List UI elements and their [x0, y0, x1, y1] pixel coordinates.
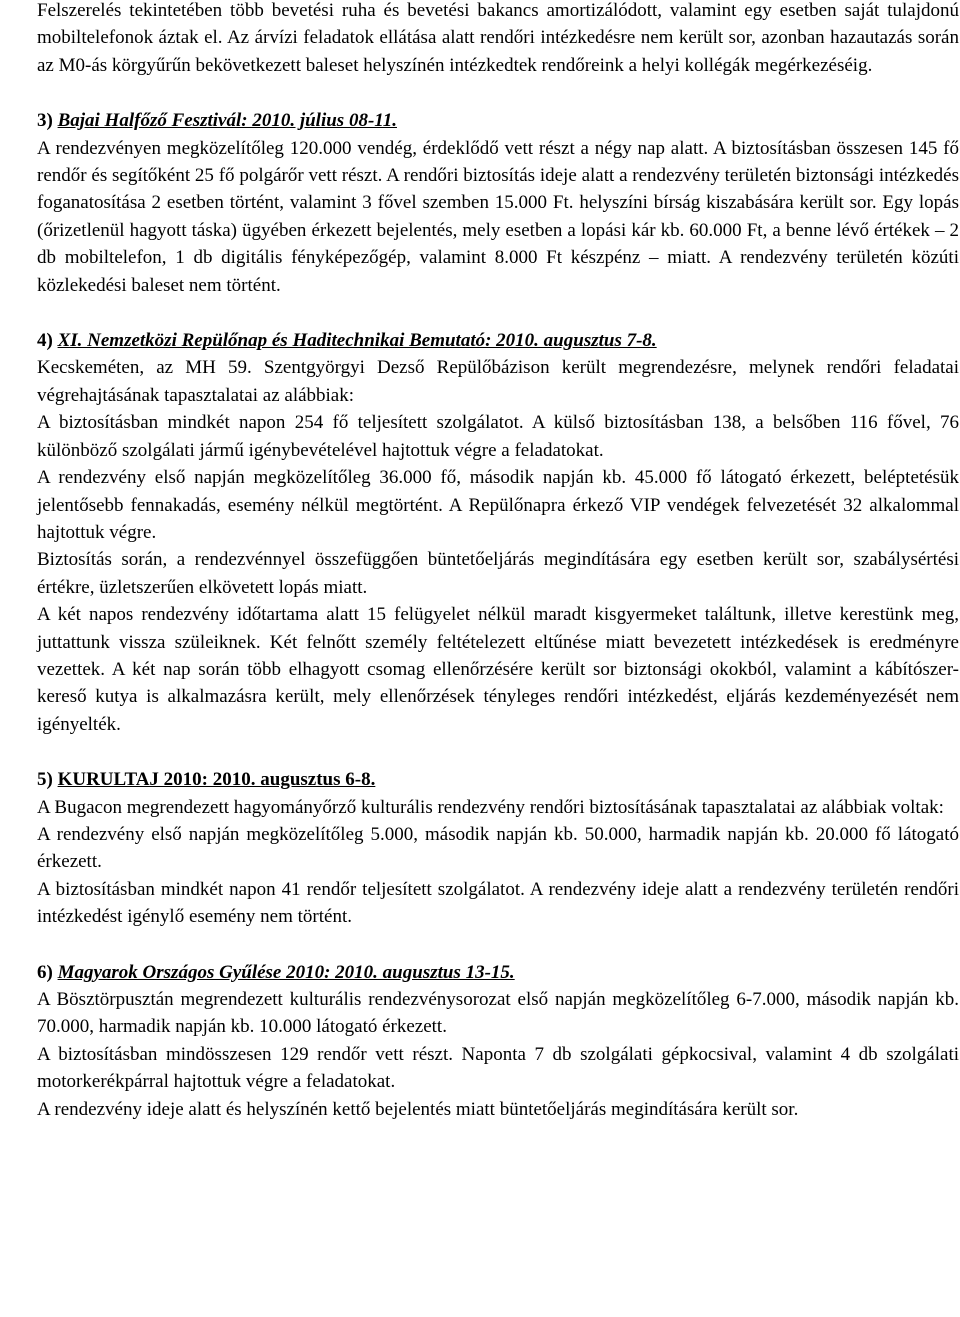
section-paragraph: Biztosítás során, a rendezvénnyel összefüggően büntetőeljárás megindítására egy esetben került sor, szabálysértési értékre, üzletszerűen elkövetett lopás miatt. [37, 549, 959, 598]
section-paragraph: A Bugacon megrendezett hagyományőrző kulturális rendezvény rendőri biztosításának tapasztalatai az alábbiak voltak: [37, 796, 944, 818]
section-heading [37, 327, 960, 354]
section-title: KURULTAJ 2010: 2010. augusztus 6-8. [57, 769, 376, 791]
section-paragraph: A rendezvény első napján megközelítőleg 5.000, második napján kb. 50.000, harmadik napján kb. 20.000 fő látogató érkezett. [37, 823, 959, 873]
section-number: 5) [37, 769, 58, 791]
section-title: Magyarok Országos Gyűlése 2010: 2010. augusztus 13-15. [57, 961, 515, 983]
section-paragraph: Kecskeméten, az MH 59. Szentgyörgyi Dezső Repülőbázison került megrendezésre, melynek rendőri feladatai végrehajtásának tapasztalatai az alábbiak: [37, 357, 959, 406]
section [37, 766, 960, 930]
section-title: Bajai Halfőző Fesztivál: 2010. július 08-11. [57, 110, 397, 132]
section-paragraph: A biztosításban mindkét napon 41 rendőr teljesített szolgálatot. A rendezvény ideje alatt a rendezvény területén rendőri intézkedést igénylő esemény nem történt. [37, 878, 959, 928]
section-paragraph: A Bösztörpusztán megrendezett kulturális rendezvénysorozat első napján megközelítőleg 6-7.000, második napján kb. 70.000, harmadik napján kb. 10.000 látogató érkezett. [37, 989, 959, 1038]
section-number: 6) [37, 961, 58, 983]
section-paragraph: A két napos rendezvény időtartama alatt 15 felügyelet nélkül maradt kisgyermeket találtunk, illetve kerestünk meg, juttattunk vissza szüleiknek. Két felnőtt személy feltételezett eltűnése miatt bevezetett intézkedések is eredményre vezettek. A két nap során több elhagyott csomag ellenőrzésére került sor biztonsági okokból, valamint a kábítószer-kereső kutya is alkalmazásra került, mely ellenőrzések tényleges rendőri intézkedést, eljárás kezdeményezését nem igényelték. [37, 604, 959, 735]
section-paragraph: A rendezvényen megközelítőleg 120.000 vendég, érdeklődő vett részt a négy nap alatt. A biztosításban összesen 145 fő rendőr és segítőként 25 fő polgárőr vett részt. A rendőri biztosítás ideje alatt a rendezvény területén biztonsági intézkedés foganatosítása 2 esetben történt, valamint 3 fővel szemben 15.000 Ft. helyszíni bírság kiszabására került sor. Egy lopás (őrizetlenül hagyott táska) ügyében érkezett bejelentés, mely esetben a lopási kár kb. 60.000 Ft, a benne lévő értékek – 2 db mobiltelefon, 1 db digitális fényképezőgép, valamint 8.000 Ft készpénz – miatt. A rendezvény területén közúti közlekedési baleset nem történt. [37, 137, 959, 296]
section-title: XI. Nemzetközi Repülőnap és Haditechnikai Bemutató: 2010. augusztus 7-8. [57, 330, 657, 352]
section [37, 327, 960, 738]
intro-paragraph: Felszerelés tekintetében több bevetési ruha és bevetési bakancs amortizálódott, valamint egy esetben saját tulajdonú mobiltelefonok áztak el. Az árvízi feladatok ellátása alatt rendőri intézkedésre nem került sor, azonban hazautazás során az M0-ás körgyűrűn bekövetkezett baleset helyszínén intézkedtek rendőreink a helyi kollégák megérkezéséig. [37, 0, 959, 76]
section-paragraph: A biztosításban mindösszesen 129 rendőr vett részt. Naponta 7 db szolgálati gépkocsival, valamint 4 db szolgálati motorkerékpárral hajtottuk végre a feladatokat. [37, 1043, 959, 1093]
section-paragraph: A rendezvény ideje alatt és helyszínén kettő bejelentés miatt büntetőeljárás megindítására került sor. [37, 1098, 799, 1120]
section-paragraph: A rendezvény első napján megközelítőleg 36.000 fő, második napján kb. 45.000 fő látogató érkezett, beléptetésük jelentősebb fennakadás, esemény nélkül megtörtént. A Repülőnapra érkező VIP vendégek felvezetését 32 alkalommal hajtottuk végre. [37, 467, 959, 543]
sections-container [37, 107, 960, 1123]
section-heading [37, 107, 960, 134]
section-number: 4) [37, 330, 58, 352]
section-number: 3) [37, 110, 58, 132]
section-heading [37, 959, 960, 986]
section-paragraph: A biztosításban mindkét napon 254 fő teljesített szolgálatot. A külső biztosításban 138, a belsőben 116 fővel, 76 különböző szolgálati jármű igénybevételével hajtottuk végre a feladatokat. [37, 412, 959, 461]
section [37, 959, 960, 1123]
section [37, 107, 960, 299]
section-heading [37, 766, 960, 793]
